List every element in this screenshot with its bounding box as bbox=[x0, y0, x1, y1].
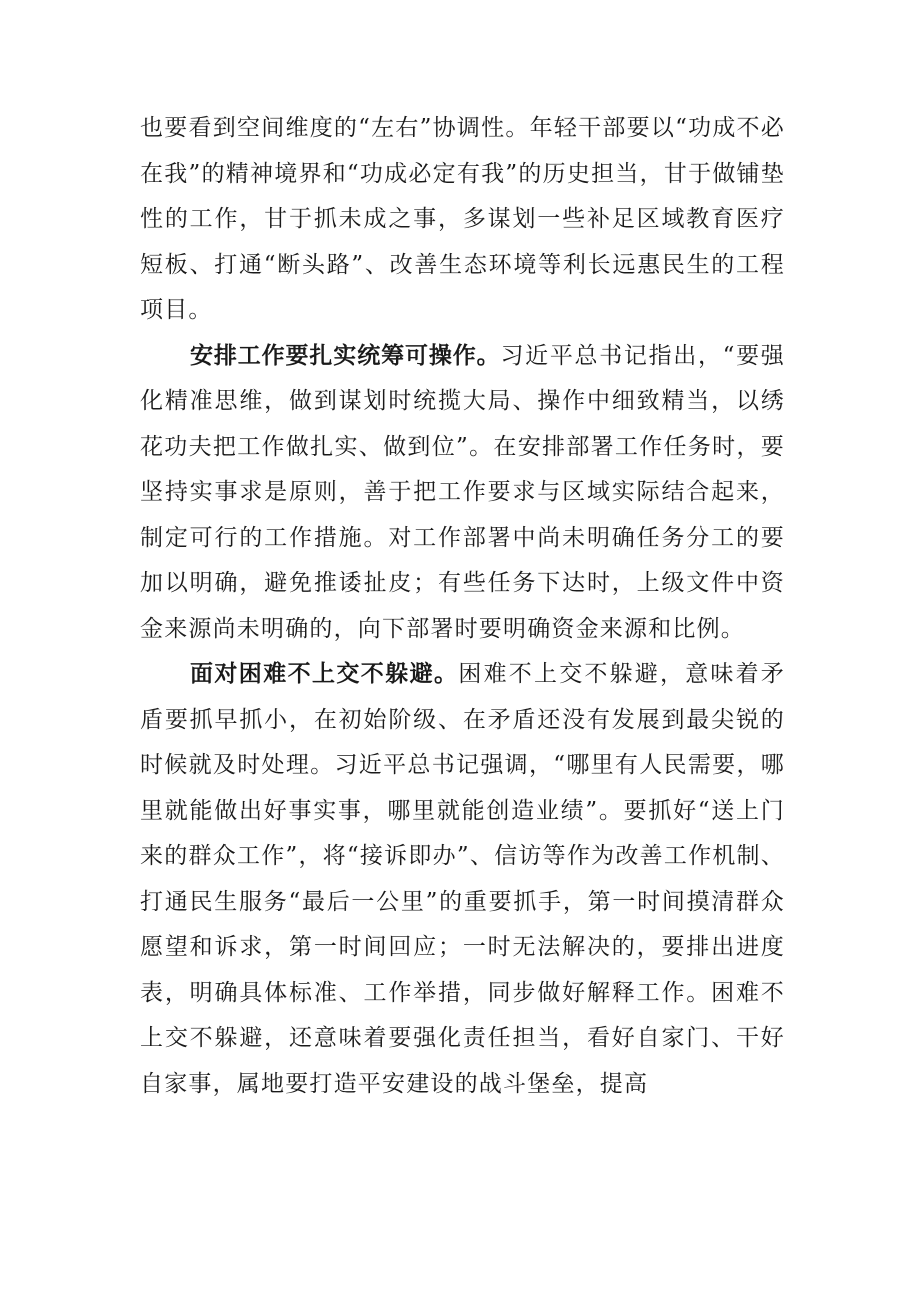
paragraph-work-arrangement bbox=[140, 334, 785, 653]
paragraph-body: 困难不上交不躲避，意味着矛盾要抓早抓小，在初始阶级、在矛盾还没有发展到最尖锐的时候就及时处理。习近平总书记强调，“哪里有人民需要，哪里就能做出好事实事，哪里就能创造业绩”。要抓好“送上门来的群众工作”，将“接诉即办”、信访等作为改善工作机制、打通民生服务“最后一公里”的重要抓手，第一时间摸清群众愿望和诉求，第一时间回应；一时无法解决的，要排出进度表，明确具体标准、工作举措，同步做好解释工作。困难不上交不躲避，还意味着要强化责任担当，看好自家门、干好自家事，属地要打造平安建设的战斗堡垒，提高 bbox=[140, 661, 785, 1097]
paragraph-heading: 面对困难不上交不躲避。 bbox=[190, 661, 459, 687]
paragraph-body: 也要看到空间维度的“左右”协调性。年轻干部要以“功成不必在我”的精神境界和“功成必定有我”的历史担当，甘于做铺垫性的工作，甘于抓未成之事，多谋划一些补足区域教育医疗短板、打通“断头路”、改善生态环境等利长远惠民生的工程项目。 bbox=[140, 115, 785, 323]
document-body bbox=[140, 106, 785, 1107]
paragraph-facing-difficulties bbox=[140, 652, 785, 1107]
paragraph-body: 习近平总书记指出，“要强化精准思维，做到谋划时统揽大局、操作中细致精当，以绣花功夫把工作做扎实、做到位”。在安排部署工作任务时，要坚持实事求是原则，善于把工作要求与区域实际结合起来，制定可行的工作措施。对工作部署中尚未明确任务分工的要加以明确，避免推诿扯皮；有些任务下达时，上级文件中资金来源尚未明确的，向下部署时要明确资金来源和比例。 bbox=[140, 342, 785, 642]
paragraph-continuation bbox=[140, 106, 785, 334]
paragraph-heading: 安排工作要扎实统筹可操作。 bbox=[190, 342, 501, 369]
